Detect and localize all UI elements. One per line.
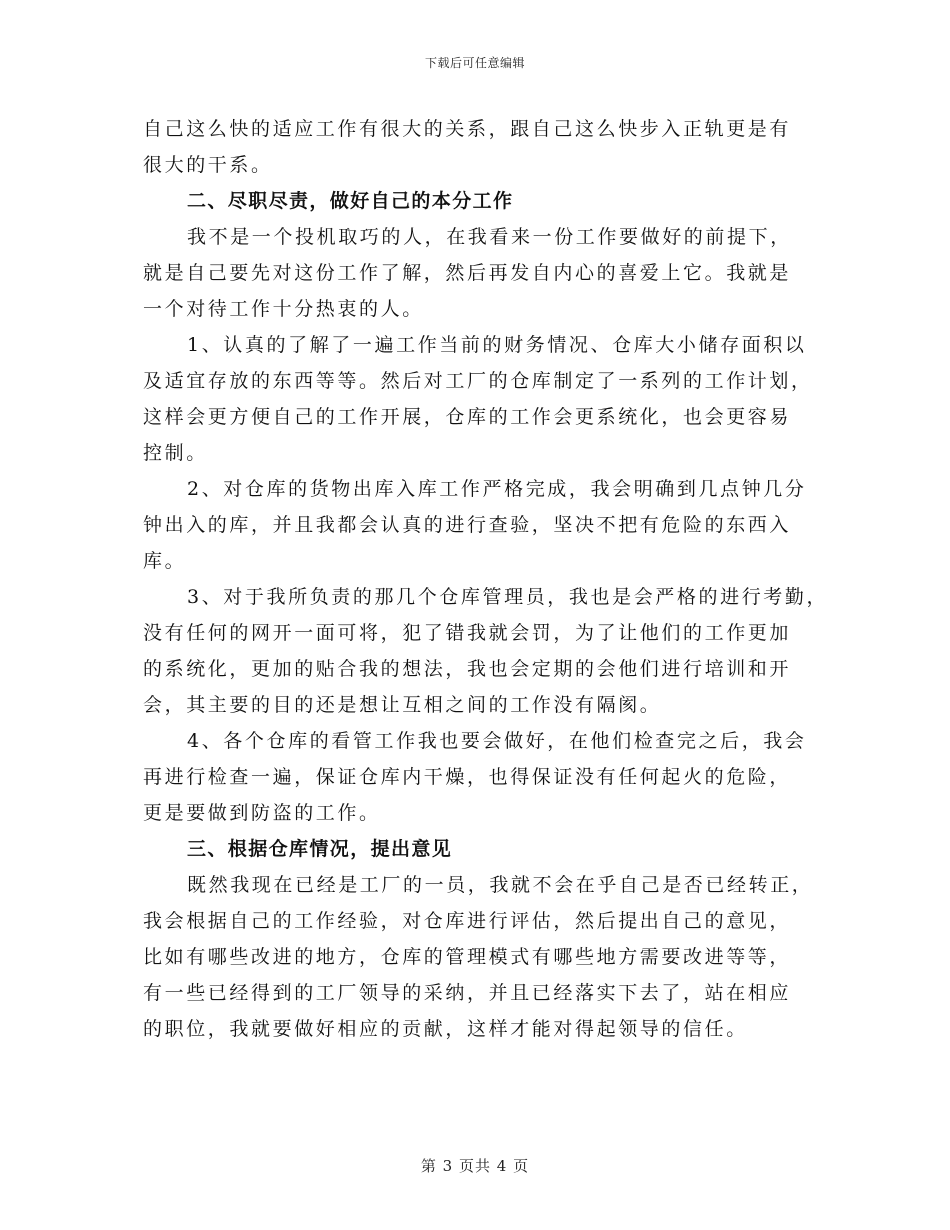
page-footer: 第 3 页共 4 页 [420, 1157, 530, 1175]
paragraph-line: 自己这么快的适应工作有很大的关系，跟自己这么快步入正轨更是有 [143, 118, 792, 140]
paragraph-line: 我不是一个投机取巧的人，在我看来一份工作要做好的前提下， [187, 226, 792, 248]
paragraph-line: 的职位，我就要做好相应的贡献，这样才能对得起领导的信任。 [143, 1018, 748, 1040]
list-item-2-line: 2、对仓库的货物出库入库工作严格完成，我会明确到几点钟几分 [187, 478, 807, 500]
list-item-1-line: 这样会更方便自己的工作开展，仓库的工作会更系统化，也会更容易 [143, 406, 792, 428]
paragraph-line: 很大的干系。 [143, 154, 273, 176]
list-item-2-line: 钟出入的库，并且我都会认真的进行查验，坚决不把有危险的东西入 [143, 514, 792, 536]
list-item-3-line: 会，其主要的目的还是想让互相之间的工作没有隔阂。 [143, 694, 662, 716]
list-item-4-line: 再进行检查一遍，保证仓库内干燥，也得保证没有任何起火的危险， [143, 766, 792, 788]
paragraph-line: 一个对待工作十分热衷的人。 [143, 298, 424, 320]
list-item-3-line: 的系统化，更加的贴合我的想法，我也会定期的会他们进行培训和开 [143, 658, 792, 680]
paragraph-line: 既然我现在已经是工厂的一员，我就不会在乎自己是否已经转正， [187, 874, 814, 896]
list-item-3-line: 3、对于我所负责的那几个仓库管理员，我也是会严格的进行考勤， [187, 586, 829, 608]
section-heading-3: 三、根据仓库情况，提出意见 [187, 838, 453, 860]
list-item-1-line: 及适宜存放的东西等等。然后对工厂的仓库制定了一系列的工作计划， [143, 370, 813, 392]
list-item-2-line: 库。 [143, 550, 187, 572]
list-item-1-line: 1、认真的了解了一遍工作当前的财务情况、仓库大小储存面积以 [187, 334, 807, 356]
page-header: 下载后可任意编辑 [424, 56, 525, 70]
list-item-4-line: 4、各个仓库的看管工作我也要会做好，在他们检查完之后，我会 [187, 730, 807, 752]
section-heading-2: 二、尽职尽责，做好自己的本分工作 [187, 190, 514, 212]
paragraph-line: 有一些已经得到的工厂领导的采纳，并且已经落实下去了，站在相应 [143, 982, 792, 1004]
list-item-4-line: 更是要做到防盗的工作。 [143, 802, 381, 824]
paragraph-line: 我会根据自己的工作经验，对仓库进行评估，然后提出自己的意见， [143, 910, 792, 932]
list-item-1-line: 控制。 [143, 442, 208, 464]
document-body [143, 111, 829, 1047]
list-item-3-line: 没有任何的网开一面可将，犯了错我就会罚，为了让他们的工作更加 [143, 622, 792, 644]
paragraph-line: 就是自己要先对这份工作了解，然后再发自内心的喜爱上它。我就是 [143, 262, 792, 284]
paragraph-line: 比如有哪些改进的地方，仓库的管理模式有哪些地方需要改进等等， [143, 946, 792, 968]
